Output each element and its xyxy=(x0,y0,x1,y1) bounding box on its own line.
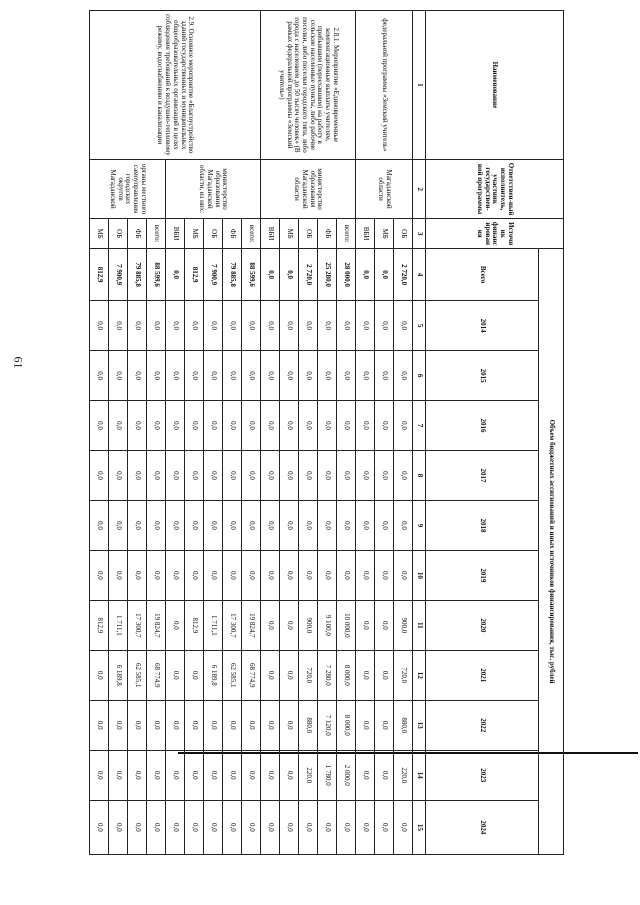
row-value-2018: 0,0 xyxy=(356,500,375,550)
row-value-2024: 0,0 xyxy=(147,800,166,854)
row-value-2023: 220,0 xyxy=(394,750,413,800)
row-value-2016: 0,0 xyxy=(242,401,261,451)
row-value-2017: 0,0 xyxy=(90,451,109,501)
col-index: 1 xyxy=(413,11,426,160)
row-value-2019: 0,0 xyxy=(185,550,204,600)
row-value-2019: 0,0 xyxy=(394,550,413,600)
col-index: 5 xyxy=(413,301,426,351)
row-total: 25 280,0 xyxy=(318,249,337,301)
row-value-2014: 0,0 xyxy=(90,301,109,351)
row-value-2014: 0,0 xyxy=(318,301,337,351)
col-index: 7 xyxy=(413,401,426,451)
row-value-2019: 0,0 xyxy=(147,550,166,600)
col-header-year: 2020 xyxy=(426,600,539,650)
row-value-2021: 720,0 xyxy=(394,650,413,700)
row-value-2021: 0,0 xyxy=(356,650,375,700)
row-responsible: органы местного самоуправления городских округов Магаданской xyxy=(90,159,166,219)
row-value-2023: 0,0 xyxy=(356,750,375,800)
row-total: 28 000,0 xyxy=(337,249,356,301)
col-index: 13 xyxy=(413,700,426,750)
row-source: ВБИ xyxy=(166,219,185,249)
row-value-2023: 2 000,0 xyxy=(337,750,356,800)
row-total: 0,0 xyxy=(356,249,375,301)
row-source: ОБ xyxy=(394,219,413,249)
row-value-2024: 0,0 xyxy=(280,800,299,854)
col-header-year: 2018 xyxy=(426,500,539,550)
row-value-2022: 0,0 xyxy=(166,700,185,750)
row-value-2021: 62 585,1 xyxy=(128,650,147,700)
row-value-2024: 0,0 xyxy=(223,800,242,854)
col-index: 4 xyxy=(413,249,426,301)
row-value-2014: 0,0 xyxy=(299,301,318,351)
col-header-year: 2024 xyxy=(426,800,539,854)
row-value-2017: 0,0 xyxy=(356,451,375,501)
col-header-responsible: Ответствен-ный исполнитель, участник государствен-ной программы xyxy=(426,159,564,219)
row-value-2017: 0,0 xyxy=(394,451,413,501)
row-value-2021: 68 774,9 xyxy=(242,650,261,700)
row-value-2022: 0,0 xyxy=(109,700,128,750)
col-index: 12 xyxy=(413,650,426,700)
row-value-2016: 0,0 xyxy=(394,401,413,451)
row-value-2018: 0,0 xyxy=(109,500,128,550)
row-value-2020: 812,9 xyxy=(90,600,109,650)
row-value-2015: 0,0 xyxy=(166,351,185,401)
col-index: 6 xyxy=(413,351,426,401)
row-value-2024: 0,0 xyxy=(204,800,223,854)
row-value-2015: 0,0 xyxy=(109,351,128,401)
row-source: всего: xyxy=(242,219,261,249)
row-value-2018: 0,0 xyxy=(261,500,280,550)
row-value-2019: 0,0 xyxy=(90,550,109,600)
row-value-2024: 0,0 xyxy=(109,800,128,854)
row-value-2020: 17 300,7 xyxy=(223,600,242,650)
row-value-2015: 0,0 xyxy=(356,351,375,401)
row-value-2022: 0,0 xyxy=(261,700,280,750)
page-rule xyxy=(178,752,638,754)
row-value-2017: 0,0 xyxy=(375,451,394,501)
col-header-year: 2015 xyxy=(426,351,539,401)
row-value-2022: 0,0 xyxy=(280,700,299,750)
row-value-2019: 0,0 xyxy=(299,550,318,600)
row-value-2022: 0,0 xyxy=(242,700,261,750)
row-value-2016: 0,0 xyxy=(223,401,242,451)
table-row xyxy=(337,11,356,855)
row-value-2020: 17 300,7 xyxy=(128,600,147,650)
budget-table xyxy=(89,10,564,855)
row-value-2015: 0,0 xyxy=(204,351,223,401)
page-number: 61 xyxy=(11,356,26,369)
col-header-year: 2017 xyxy=(426,451,539,501)
col-header-volume: Объем бюджетных ассигнований и иных источников финансирования, тыс. рублей xyxy=(539,249,564,855)
row-value-2014: 0,0 xyxy=(375,301,394,351)
row-value-2014: 0,0 xyxy=(242,301,261,351)
row-total: 88 599,6 xyxy=(242,249,261,301)
row-value-2019: 0,0 xyxy=(280,550,299,600)
row-value-2018: 0,0 xyxy=(280,500,299,550)
row-value-2023: 0,0 xyxy=(223,750,242,800)
row-source: МБ xyxy=(375,219,394,249)
row-value-2023: 0,0 xyxy=(185,750,204,800)
row-total: 2 720,0 xyxy=(299,249,318,301)
row-value-2020: 1 711,1 xyxy=(204,600,223,650)
row-value-2020: 900,0 xyxy=(394,600,413,650)
row-value-2021: 62 585,1 xyxy=(223,650,242,700)
row-total: 812,9 xyxy=(185,249,204,301)
row-value-2016: 0,0 xyxy=(109,401,128,451)
row-value-2014: 0,0 xyxy=(128,301,147,351)
row-value-2016: 0,0 xyxy=(261,401,280,451)
row-source: ОБ xyxy=(109,219,128,249)
row-responsible: министерство образования Магаданской области xyxy=(261,159,356,219)
col-index: 3 xyxy=(413,219,426,249)
row-value-2015: 0,0 xyxy=(147,351,166,401)
row-source: всего: xyxy=(337,219,356,249)
row-value-2020: 0,0 xyxy=(356,600,375,650)
row-value-2019: 0,0 xyxy=(261,550,280,600)
row-value-2023: 0,0 xyxy=(204,750,223,800)
row-value-2024: 0,0 xyxy=(337,800,356,854)
row-value-2020: 1 711,1 xyxy=(109,600,128,650)
col-header-name: Наименование xyxy=(426,11,564,160)
row-value-2017: 0,0 xyxy=(337,451,356,501)
row-value-2022: 0,0 xyxy=(223,700,242,750)
row-value-2024: 0,0 xyxy=(185,800,204,854)
row-value-2021: 68 774,9 xyxy=(147,650,166,700)
row-value-2015: 0,0 xyxy=(280,351,299,401)
row-value-2019: 0,0 xyxy=(318,550,337,600)
row-value-2017: 0,0 xyxy=(147,451,166,501)
row-source: ФБ xyxy=(318,219,337,249)
row-value-2022: 0,0 xyxy=(128,700,147,750)
row-value-2021: 0,0 xyxy=(375,650,394,700)
row-value-2022: 0,0 xyxy=(90,700,109,750)
row-value-2020: 10 000,0 xyxy=(337,600,356,650)
row-value-2017: 0,0 xyxy=(242,451,261,501)
col-header-source: Источник финансирования xyxy=(426,219,564,249)
row-value-2019: 0,0 xyxy=(166,550,185,600)
row-total: 0,0 xyxy=(375,249,394,301)
row-value-2014: 0,0 xyxy=(166,301,185,351)
row-source: МБ xyxy=(90,219,109,249)
col-header-year: 2016 xyxy=(426,401,539,451)
row-value-2020: 0,0 xyxy=(166,600,185,650)
row-value-2024: 0,0 xyxy=(261,800,280,854)
row-value-2014: 0,0 xyxy=(204,301,223,351)
row-total: 812,9 xyxy=(90,249,109,301)
row-value-2019: 0,0 xyxy=(337,550,356,600)
col-index: 15 xyxy=(413,800,426,854)
row-source: ВБИ xyxy=(356,219,375,249)
row-value-2018: 0,0 xyxy=(337,500,356,550)
row-value-2018: 0,0 xyxy=(318,500,337,550)
row-value-2015: 0,0 xyxy=(128,351,147,401)
row-value-2018: 0,0 xyxy=(223,500,242,550)
row-value-2024: 0,0 xyxy=(394,800,413,854)
row-value-2018: 0,0 xyxy=(128,500,147,550)
row-value-2021: 7 280,0 xyxy=(318,650,337,700)
col-index: 14 xyxy=(413,750,426,800)
row-value-2015: 0,0 xyxy=(185,351,204,401)
row-value-2017: 0,0 xyxy=(299,451,318,501)
row-value-2022: 880,0 xyxy=(299,700,318,750)
col-header-year: 2019 xyxy=(426,550,539,600)
row-value-2020: 0,0 xyxy=(261,600,280,650)
col-index: 2 xyxy=(413,159,426,219)
row-value-2019: 0,0 xyxy=(223,550,242,600)
row-value-2017: 0,0 xyxy=(280,451,299,501)
row-value-2021: 0,0 xyxy=(90,650,109,700)
col-header-year: 2021 xyxy=(426,650,539,700)
row-value-2019: 0,0 xyxy=(109,550,128,600)
row-value-2016: 0,0 xyxy=(185,401,204,451)
row-value-2024: 0,0 xyxy=(166,800,185,854)
row-value-2024: 0,0 xyxy=(375,800,394,854)
row-total: 79 885,8 xyxy=(223,249,242,301)
table-row xyxy=(394,11,413,855)
row-value-2024: 0,0 xyxy=(90,800,109,854)
row-total: 7 900,9 xyxy=(109,249,128,301)
row-value-2019: 0,0 xyxy=(375,550,394,600)
row-value-2014: 0,0 xyxy=(261,301,280,351)
col-index: 9 xyxy=(413,500,426,550)
row-value-2023: 0,0 xyxy=(375,750,394,800)
row-value-2018: 0,0 xyxy=(166,500,185,550)
row-value-2021: 0,0 xyxy=(185,650,204,700)
row-value-2018: 0,0 xyxy=(394,500,413,550)
col-header-year: 2023 xyxy=(426,750,539,800)
row-value-2016: 0,0 xyxy=(356,401,375,451)
row-value-2014: 0,0 xyxy=(185,301,204,351)
row-value-2020: 19 824,7 xyxy=(147,600,166,650)
row-value-2024: 0,0 xyxy=(128,800,147,854)
col-index: 10 xyxy=(413,550,426,600)
row-value-2015: 0,0 xyxy=(318,351,337,401)
row-value-2014: 0,0 xyxy=(109,301,128,351)
row-value-2024: 0,0 xyxy=(356,800,375,854)
row-value-2014: 0,0 xyxy=(337,301,356,351)
row-source: ФБ xyxy=(128,219,147,249)
row-value-2017: 0,0 xyxy=(185,451,204,501)
row-value-2021: 6 189,8 xyxy=(204,650,223,700)
row-value-2021: 0,0 xyxy=(166,650,185,700)
row-value-2018: 0,0 xyxy=(90,500,109,550)
col-header-year: 2014 xyxy=(426,301,539,351)
row-value-2017: 0,0 xyxy=(109,451,128,501)
row-total: 88 599,6 xyxy=(147,249,166,301)
row-value-2020: 0,0 xyxy=(280,600,299,650)
row-value-2017: 0,0 xyxy=(128,451,147,501)
row-value-2016: 0,0 xyxy=(128,401,147,451)
row-value-2014: 0,0 xyxy=(394,301,413,351)
row-value-2022: 0,0 xyxy=(356,700,375,750)
row-value-2022: 0,0 xyxy=(147,700,166,750)
row-value-2022: 880,0 xyxy=(394,700,413,750)
rotated-table-container xyxy=(68,10,564,855)
row-value-2020: 900,0 xyxy=(299,600,318,650)
row-value-2015: 0,0 xyxy=(223,351,242,401)
row-value-2014: 0,0 xyxy=(223,301,242,351)
row-value-2023: 1 780,0 xyxy=(318,750,337,800)
row-value-2021: 0,0 xyxy=(280,650,299,700)
row-value-2023: 0,0 xyxy=(261,750,280,800)
row-value-2023: 0,0 xyxy=(147,750,166,800)
row-value-2022: 8 000,0 xyxy=(337,700,356,750)
row-value-2015: 0,0 xyxy=(394,351,413,401)
row-value-2024: 0,0 xyxy=(318,800,337,854)
row-value-2016: 0,0 xyxy=(280,401,299,451)
row-value-2014: 0,0 xyxy=(280,301,299,351)
row-source: всего: xyxy=(147,219,166,249)
row-value-2018: 0,0 xyxy=(204,500,223,550)
row-value-2016: 0,0 xyxy=(90,401,109,451)
row-value-2017: 0,0 xyxy=(223,451,242,501)
row-value-2014: 0,0 xyxy=(147,301,166,351)
row-value-2020: 9 100,0 xyxy=(318,600,337,650)
row-total: 2 720,0 xyxy=(394,249,413,301)
row-value-2016: 0,0 xyxy=(204,401,223,451)
row-value-2020: 812,9 xyxy=(185,600,204,650)
row-value-2018: 0,0 xyxy=(147,500,166,550)
row-source: ОБ xyxy=(299,219,318,249)
row-value-2021: 8 000,0 xyxy=(337,650,356,700)
row-value-2021: 0,0 xyxy=(261,650,280,700)
row-total: 0,0 xyxy=(280,249,299,301)
row-value-2020: 0,0 xyxy=(375,600,394,650)
row-value-2023: 0,0 xyxy=(90,750,109,800)
row-source: ФБ xyxy=(223,219,242,249)
col-header-total: Всего xyxy=(426,249,539,301)
row-value-2017: 0,0 xyxy=(318,451,337,501)
row-value-2019: 0,0 xyxy=(356,550,375,600)
row-value-2022: 0,0 xyxy=(185,700,204,750)
row-value-2017: 0,0 xyxy=(204,451,223,501)
row-value-2017: 0,0 xyxy=(261,451,280,501)
row-value-2023: 0,0 xyxy=(166,750,185,800)
row-name: 2.9. Основное мероприятие «Благоустройство зданий государственных и муниципальных общеобразовательных организаций в целях соблюдения требований к воздушно-тепловому режиму, водоснабжению и канализации xyxy=(90,11,261,160)
row-value-2018: 0,0 xyxy=(185,500,204,550)
row-value-2023: 0,0 xyxy=(109,750,128,800)
row-value-2016: 0,0 xyxy=(318,401,337,451)
row-total: 79 885,8 xyxy=(128,249,147,301)
row-total: 0,0 xyxy=(261,249,280,301)
row-value-2016: 0,0 xyxy=(166,401,185,451)
row-value-2018: 0,0 xyxy=(299,500,318,550)
row-value-2019: 0,0 xyxy=(204,550,223,600)
row-value-2015: 0,0 xyxy=(337,351,356,401)
col-header-year: 2022 xyxy=(426,700,539,750)
row-name: 2.8.1. Мероприятие «Единовременные компенсационные выплаты учителям, прибывшим (переехавшим) на работу в сельские населенные пункты, либо рабочие поселки, либо поселки городского типа, либо города с населением до 50 тысяч человек» (В рамках федеральной программы «Земский учитель») xyxy=(261,11,356,160)
row-value-2018: 0,0 xyxy=(375,500,394,550)
row-value-2015: 0,0 xyxy=(90,351,109,401)
row-source: ВБИ xyxy=(261,219,280,249)
row-value-2023: 0,0 xyxy=(242,750,261,800)
row-value-2017: 0,0 xyxy=(166,451,185,501)
row-value-2021: 6 189,8 xyxy=(109,650,128,700)
row-name: федеральной программы «Земский учитель» xyxy=(356,11,413,160)
row-value-2019: 0,0 xyxy=(242,550,261,600)
row-value-2024: 0,0 xyxy=(299,800,318,854)
row-value-2023: 0,0 xyxy=(128,750,147,800)
row-value-2020: 19 824,7 xyxy=(242,600,261,650)
row-responsible: Магаданской области xyxy=(356,159,413,219)
row-value-2022: 0,0 xyxy=(204,700,223,750)
row-value-2016: 0,0 xyxy=(147,401,166,451)
row-value-2016: 0,0 xyxy=(337,401,356,451)
row-source: МБ xyxy=(185,219,204,249)
row-value-2021: 720,0 xyxy=(299,650,318,700)
row-value-2023: 220,0 xyxy=(299,750,318,800)
row-total: 7 900,9 xyxy=(204,249,223,301)
row-value-2016: 0,0 xyxy=(299,401,318,451)
row-value-2024: 0,0 xyxy=(242,800,261,854)
row-responsible: министерство образования Магаданской области, из них: xyxy=(166,159,261,219)
row-value-2015: 0,0 xyxy=(299,351,318,401)
row-value-2023: 0,0 xyxy=(280,750,299,800)
row-value-2022: 7 120,0 xyxy=(318,700,337,750)
row-value-2014: 0,0 xyxy=(356,301,375,351)
col-index: 8 xyxy=(413,451,426,501)
row-value-2015: 0,0 xyxy=(242,351,261,401)
row-total: 0,0 xyxy=(166,249,185,301)
row-value-2019: 0,0 xyxy=(128,550,147,600)
row-source: ОБ xyxy=(204,219,223,249)
col-index: 11 xyxy=(413,600,426,650)
table-row xyxy=(242,11,261,855)
row-value-2022: 0,0 xyxy=(375,700,394,750)
row-value-2018: 0,0 xyxy=(242,500,261,550)
row-value-2016: 0,0 xyxy=(375,401,394,451)
row-value-2015: 0,0 xyxy=(375,351,394,401)
row-value-2015: 0,0 xyxy=(261,351,280,401)
row-source: МБ xyxy=(280,219,299,249)
